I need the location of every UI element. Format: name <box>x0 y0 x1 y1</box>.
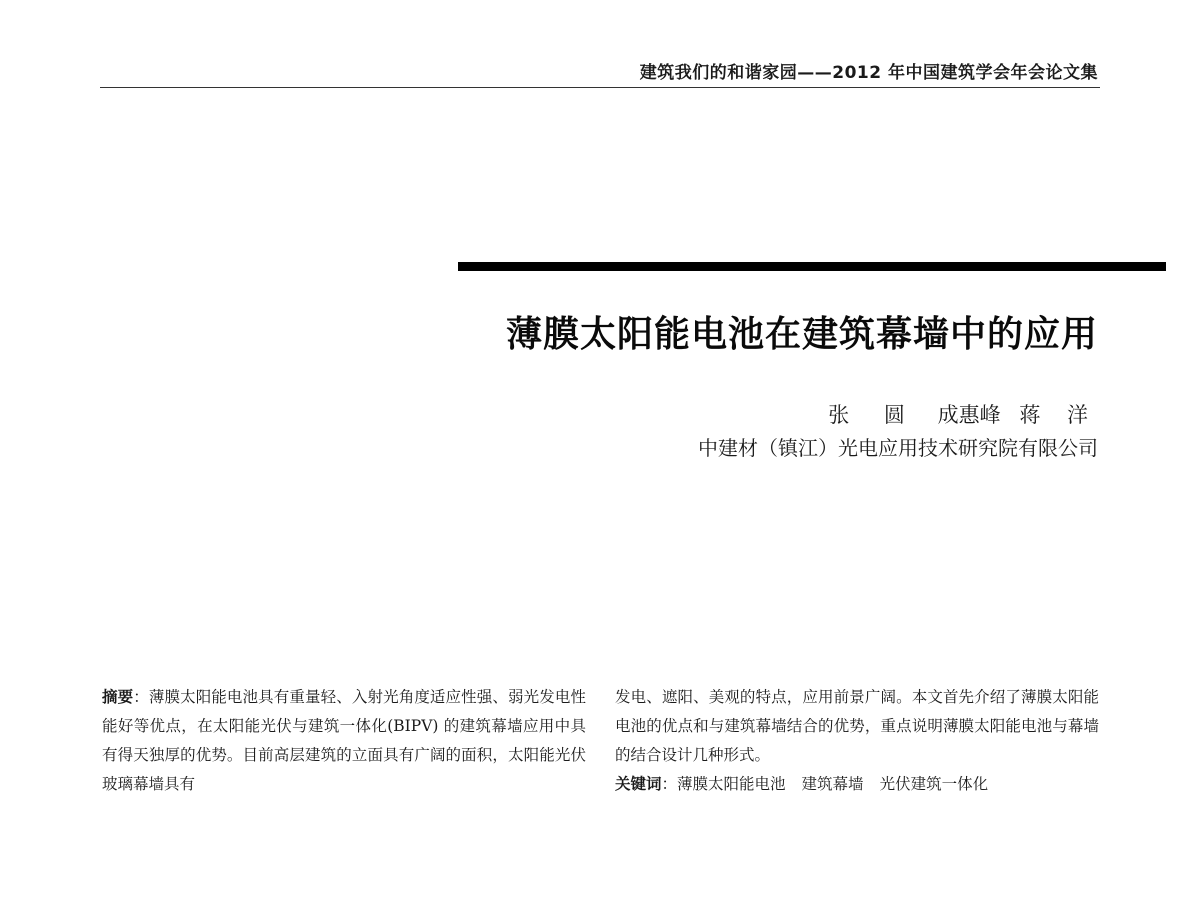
header-rule <box>100 87 1100 88</box>
abstract-paragraph <box>102 683 586 799</box>
keyword-item: 光伏建筑一体化 <box>879 775 989 793</box>
abstract-text-part1: 薄膜太阳能电池具有重量轻、入射光角度适应性强、弱光发电性能好等优点，在太阳能光伏与建筑一体化(BIPV) 的建筑幕墙应用中具有得天独厚的优势。目前高层建筑的立面具有广阔的面积，太阳能光伏玻璃幕墙具有 <box>102 688 586 793</box>
author-list <box>816 399 1098 429</box>
keywords-line <box>615 770 1099 799</box>
keywords-separator: ： <box>661 775 678 793</box>
abstract-column-right <box>615 683 1099 799</box>
abstract-column-left <box>102 683 586 799</box>
abstract-separator: ： <box>133 688 149 706</box>
affiliation: 中建材（镇江）光电应用技术研究院有限公司 <box>698 436 1098 460</box>
keyword-item: 薄膜太阳能电池 <box>677 775 786 793</box>
author-1: 张 圆 <box>828 403 919 427</box>
running-header: 建筑我们的和谐家园——2012 年中国建筑学会年会论文集 <box>639 63 1098 83</box>
keyword-item: 建筑幕墙 <box>801 775 864 793</box>
keywords-label: 关键词 <box>615 775 662 793</box>
abstract-continuation: 发电、遮阳、美观的特点，应用前景广阔。本文首先介绍了薄膜太阳能电池的优点和与建筑幕墙结合的优势，重点说明薄膜太阳能电池与幕墙的结合设计几种形式。 <box>615 688 1099 764</box>
author-2: 成惠峰 <box>937 403 1001 427</box>
title-bar <box>458 262 1166 271</box>
paper-title: 薄膜太阳能电池在建筑幕墙中的应用 <box>505 314 1098 355</box>
abstract-label: 摘要 <box>102 688 134 706</box>
author-3: 蒋 洋 <box>1019 403 1098 427</box>
